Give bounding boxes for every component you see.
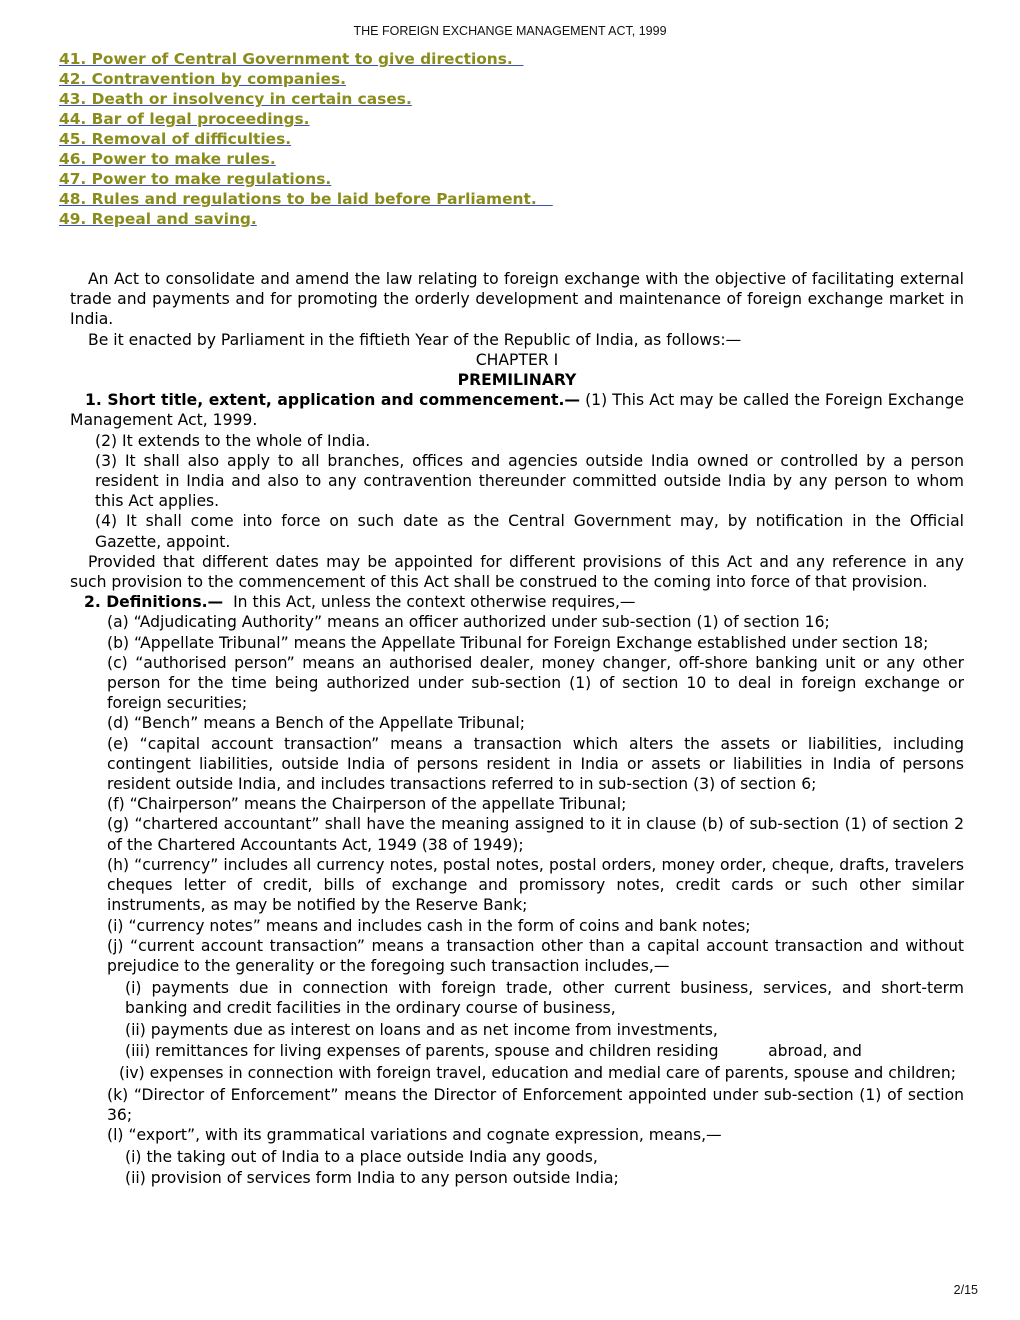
enacting-clause: Be it enacted by Parliament in the fiftieth Year of the Republic of India, as follows:— [88,330,742,349]
section-1-subsection-2: (2) It extends to the whole of India. [95,431,371,450]
definition-a: (a) “Adjudicating Authority” means an officer authorized under sub-section (1) of section 16; [107,613,830,632]
preamble-paragraph: An Act to consolidate and amend the law relating to foreign exchange with the objective of facilitating external trade and payments and for promoting the orderly development and maintenance of foreign exchange market in India. [70,270,964,329]
section-1-proviso: Provided that different dates may be appointed for different provisions of this Act and any reference in any such provision to the commencement of this Act shall be construed to the coming into force of that provision. [70,552,964,592]
definition-g: (g) “chartered accountant” shall have the meaning assigned to it in clause (b) of sub-section (1) of section 2 of the Chartered Accountants Act, 1949 (38 of 1949); [107,815,964,854]
section-2-text: In this Act, unless the context otherwise requires,— [223,593,636,612]
definition-l-item-ii: (ii) provision of services form India to any person outside India; [125,1169,619,1188]
definition-j-item-i: (i) payments due in connection with foreign trade, other current business, services, and short-term banking and credit facilities in the ordinary course of business, [125,978,964,1017]
definition-l: (l) “export”, with its grammatical variations and cognate expression, means,— [107,1126,722,1145]
definition-f: (f) “Chairperson” means the Chairperson of the appellate Tribunal; [107,795,627,814]
section-2-heading: 2. Definitions.— [84,593,224,612]
definition-j-item-iv: (iv) expenses in connection with foreign travel, education and medial care of parents, spouse and children; [119,1063,957,1082]
page-header: THE FOREIGN EXCHANGE MANAGEMENT ACT, 1999 [353,24,667,38]
definition-k: (k) “Director of Enforcement” means the Director of Enforcement appointed under sub-section (1) of section 36; [107,1085,964,1124]
definition-j-item-iii: (iii) remittances for living expenses of parents, spouse and children residing abroad, and [125,1042,862,1061]
section-1 [70,390,964,430]
definition-i: (i) “currency notes” means and includes cash in the form of coins and bank notes; [107,916,751,935]
definition-d: (d) “Bench” means a Bench of the Appellate Tribunal; [107,714,525,733]
chapter-number: CHAPTER I [475,350,559,369]
definition-j: (j) “current account transaction” means a transaction other than a capital account transaction and without prejudice to the generality or the foregoing such transaction includes,— [107,936,964,975]
toc-link-41[interactable]: 41. Power of Central Government to give directions. [59,50,524,68]
definition-h: (h) “currency” includes all currency notes, postal notes, postal orders, money order, cheque, drafts, travelers cheques letter of credit, bills of exchange and promissory notes, credit cards or such other similar instruments, as may be notified by the Reserve Bank; [107,855,964,915]
table-of-contents [59,49,553,229]
chapter-title: PREMILINARY [457,371,577,390]
definition-c: (c) “authorised person” means an authorised dealer, money changer, off-shore banking unit or any other person for the time being authorized under sub-section (1) of section 10 to deal in foreign exchange or foreign securities; [107,653,964,713]
toc-link-43[interactable]: 43. Death or insolvency in certain cases. [59,90,412,108]
act-body [70,269,964,1189]
toc-link-44[interactable]: 44. Bar of legal proceedings. [59,110,310,128]
toc-link-42[interactable]: 42. Contravention by companies. [59,70,346,88]
toc-link-49[interactable]: 49. Repeal and saving. [59,210,257,228]
section-1-subsection-4: (4) It shall come into force on such date as the Central Government may, by notification in the Official Gazette, appoint. [95,512,964,551]
toc-link-47[interactable]: 47. Power to make regulations. [59,170,332,188]
definition-j-item-ii: (ii) payments due as interest on loans and as net income from investments, [125,1020,718,1039]
definition-b: (b) “Appellate Tribunal” means the Appellate Tribunal for Foreign Exchange established under section 18; [107,633,929,652]
page-number: 2/15 [953,1283,978,1297]
section-2 [70,592,964,612]
definition-l-item-i: (i) the taking out of India to a place outside India any goods, [125,1147,598,1166]
section-1-heading: 1. Short title, extent, application and commencement.— [85,391,581,410]
section-1-subsection-3: (3) It shall also apply to all branches, offices and agencies outside India owned or controlled by a person resident in India and also to any contravention thereunder committed outside India by any person to whom this Act applies. [95,451,964,511]
toc-link-46[interactable]: 46. Power to make rules. [59,150,276,168]
section-1-text: (1) This Act may be called the Foreign Exchange Management Act, 1999. [70,391,964,430]
toc-link-45[interactable]: 45. Removal of difficulties. [59,130,292,148]
toc-link-48[interactable]: 48. Rules and regulations to be laid before Parliament. [59,190,553,208]
definition-e: (e) “capital account transaction” means a transaction which alters the assets or liabilities, including contingent liabilities, outside India of persons resident in India or assets or liabilities in India of persons resident outside India, and includes transactions referred to in sub-section (3) of section 6; [107,734,964,794]
